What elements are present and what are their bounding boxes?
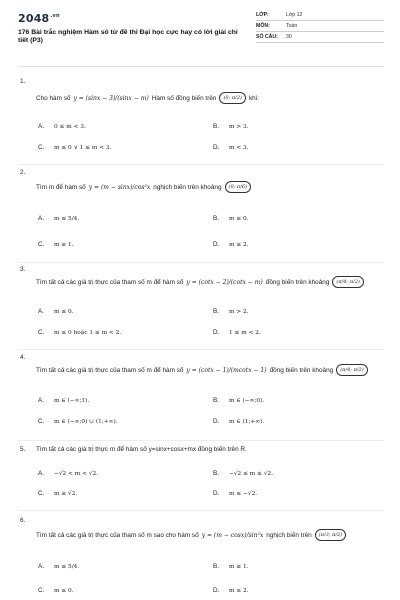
option-text: −√2 ≤ m ≤ √2. <box>229 470 274 477</box>
option-text: m ≥ √2. <box>54 490 78 497</box>
option-text: m ≤ −√2. <box>229 490 258 497</box>
option-c[interactable] <box>38 144 111 151</box>
question-stem <box>36 529 346 541</box>
meta-key: LỚP: <box>256 12 269 18</box>
option-text: m > 2. <box>229 308 249 315</box>
option-text: m ≤ 5/4. <box>54 563 80 570</box>
option-b[interactable] <box>213 397 264 404</box>
option-text: m ≥ 1. <box>229 563 249 570</box>
question-number: 6. <box>20 517 26 524</box>
question-divider <box>18 262 384 263</box>
interval: (π/4; π/2) <box>336 364 367 376</box>
option-a[interactable] <box>38 308 74 315</box>
question-divider <box>18 349 384 350</box>
question-stem <box>36 364 368 376</box>
meta-row-class <box>256 10 384 21</box>
question-5 <box>18 446 384 510</box>
option-label: A. <box>38 308 45 315</box>
option-text: −√2 < m < √2. <box>54 470 99 477</box>
option-label: D. <box>213 241 220 248</box>
option-d[interactable] <box>213 490 257 497</box>
interval: (π/4; π/2) <box>332 276 363 288</box>
meta-row-count <box>256 32 384 43</box>
option-text: m ∈ (−∞;0) ∪ (1;+∞). <box>54 418 118 425</box>
option-b[interactable] <box>213 215 249 222</box>
question-1 <box>18 78 384 162</box>
meta-row-subject <box>256 21 384 32</box>
stem-text: nghịch biến trên <box>266 531 312 539</box>
option-b[interactable] <box>213 123 249 130</box>
option-text: m ≤ 0. <box>54 587 74 594</box>
option-text: m ∈ (1;+∞). <box>229 418 265 425</box>
stem-text: Tìm tất cả các giá trị thực m để hàm số y=sinx+cosx+mx đồng biến trên R. <box>36 446 247 453</box>
question-4 <box>18 354 384 440</box>
question-6 <box>18 517 384 600</box>
option-a[interactable] <box>38 123 86 130</box>
option-label: A. <box>38 215 45 222</box>
question-stem <box>36 276 364 288</box>
option-label: B. <box>213 215 220 222</box>
option-text: m ≤ 2. <box>229 241 249 248</box>
question-divider <box>18 440 384 441</box>
stem-text: khi: <box>248 94 259 102</box>
option-b[interactable] <box>213 308 249 315</box>
question-2 <box>18 169 384 261</box>
question-stem <box>36 92 259 104</box>
option-label: B. <box>213 123 220 130</box>
logo-text: 2048 <box>18 12 50 25</box>
option-c[interactable] <box>38 418 118 425</box>
option-c[interactable] <box>38 587 74 594</box>
option-text: m < 3. <box>229 144 249 151</box>
document-header <box>18 10 384 62</box>
option-text: 1 ≤ m < 2. <box>229 329 261 336</box>
question-3 <box>18 266 384 350</box>
option-text: m ∈ (−∞;1). <box>54 397 90 404</box>
option-a[interactable] <box>38 470 98 477</box>
option-label: B. <box>213 308 220 315</box>
option-label: A. <box>38 563 45 570</box>
function-expression: y = (m − cosx)/sin²x <box>201 531 264 539</box>
option-d[interactable] <box>213 329 261 336</box>
option-b[interactable] <box>213 563 249 570</box>
document-meta <box>256 10 384 43</box>
question-stem <box>36 181 251 193</box>
option-a[interactable] <box>38 563 79 570</box>
option-text: 0 ≤ m < 3. <box>54 123 86 130</box>
stem-text: Tìm m để hàm số <box>36 183 86 191</box>
stem-text: Tìm tất cả các giá trị thực của tham số m sao cho hàm số <box>36 531 199 539</box>
option-label: D. <box>213 587 220 594</box>
question-number: 5. <box>20 446 26 453</box>
option-text: m ≤ 5/4. <box>54 215 80 222</box>
option-c[interactable] <box>38 329 121 336</box>
stem-text: đồng biến trên khoảng <box>269 366 334 374</box>
header-divider <box>18 66 384 67</box>
interval: (0; π/6) <box>225 181 252 193</box>
option-label: C. <box>38 418 45 425</box>
interval: (π/3; π/2) <box>315 529 346 541</box>
stem-text: nghịch biến trên khoảng <box>153 183 222 191</box>
option-c[interactable] <box>38 241 74 248</box>
option-label: C. <box>38 241 45 248</box>
document-title: 176 Bài trắc nghiệm Hàm số từ đề thi Đại học cực hay có lời giải chi tiết (P3) <box>18 29 238 45</box>
meta-value: Toán <box>286 23 298 29</box>
question-divider <box>18 164 384 165</box>
option-text: m ≤ 0 ∨ 1 ≤ m < 3. <box>54 144 112 151</box>
option-b[interactable] <box>213 470 273 477</box>
option-d[interactable] <box>213 587 249 594</box>
option-d[interactable] <box>213 418 264 425</box>
option-d[interactable] <box>213 241 249 248</box>
option-d[interactable] <box>213 144 249 151</box>
option-text: m ≤ 0. <box>54 308 74 315</box>
option-label: B. <box>213 397 220 404</box>
option-text: m ≥ 1. <box>54 241 74 248</box>
option-label: B. <box>213 563 220 570</box>
option-text: m ≤ 0. <box>229 215 249 222</box>
question-number: 2. <box>20 169 26 176</box>
question-number: 3. <box>20 266 26 273</box>
question-number: 4. <box>20 354 26 361</box>
stem-text: Hàm số đồng biến trên <box>151 94 217 102</box>
function-expression: y = (cotx − 2)/(cotx − m) <box>186 278 263 286</box>
option-label: D. <box>213 418 220 425</box>
option-label: C. <box>38 490 45 497</box>
stem-text: đồng biến trên khoảng <box>265 278 330 286</box>
option-label: C. <box>38 144 45 151</box>
option-text: m ≤ 0 hoặc 1 ≤ m < 2. <box>54 329 122 336</box>
question-stem <box>36 446 247 453</box>
option-a[interactable] <box>38 397 89 404</box>
option-text: m ∈ (−∞;0). <box>229 397 265 404</box>
stem-text: Tìm tất cả các giá trị thực của tham số m để hàm số <box>36 366 184 374</box>
option-label: D. <box>213 144 220 151</box>
option-a[interactable] <box>38 215 79 222</box>
option-label: C. <box>38 329 45 336</box>
function-expression: y = (sinx − 3)/(sinx − m) <box>73 94 149 102</box>
meta-key: SỐ CÂU: <box>256 34 278 40</box>
option-label: C. <box>38 587 45 594</box>
option-text: m ≤ 2. <box>229 587 249 594</box>
question-number: 1. <box>20 78 26 85</box>
meta-value: 30 <box>286 34 292 40</box>
function-expression: y = (cotx − 1)/(mcotx − 1) <box>186 366 267 374</box>
site-logo[interactable] <box>18 12 60 25</box>
option-label: A. <box>38 123 45 130</box>
option-label: A. <box>38 470 45 477</box>
meta-value: Lớp 12 <box>286 12 303 18</box>
option-label: B. <box>213 470 220 477</box>
logo-text: .vn <box>50 13 60 20</box>
interval: (0; π/2) <box>219 92 246 104</box>
option-label: A. <box>38 397 45 404</box>
function-expression: y = (m − sinx)/cos²x <box>88 183 151 191</box>
stem-text: Cho hàm số <box>36 94 71 102</box>
stem-text: Tìm tất cả các giá trị thực của tham số m để hàm số <box>36 278 184 286</box>
option-c[interactable] <box>38 490 77 497</box>
option-text: m > 3. <box>229 123 249 130</box>
option-label: D. <box>213 329 220 336</box>
option-label: D. <box>213 490 220 497</box>
meta-key: MÔN: <box>256 23 270 29</box>
question-divider <box>18 510 384 511</box>
